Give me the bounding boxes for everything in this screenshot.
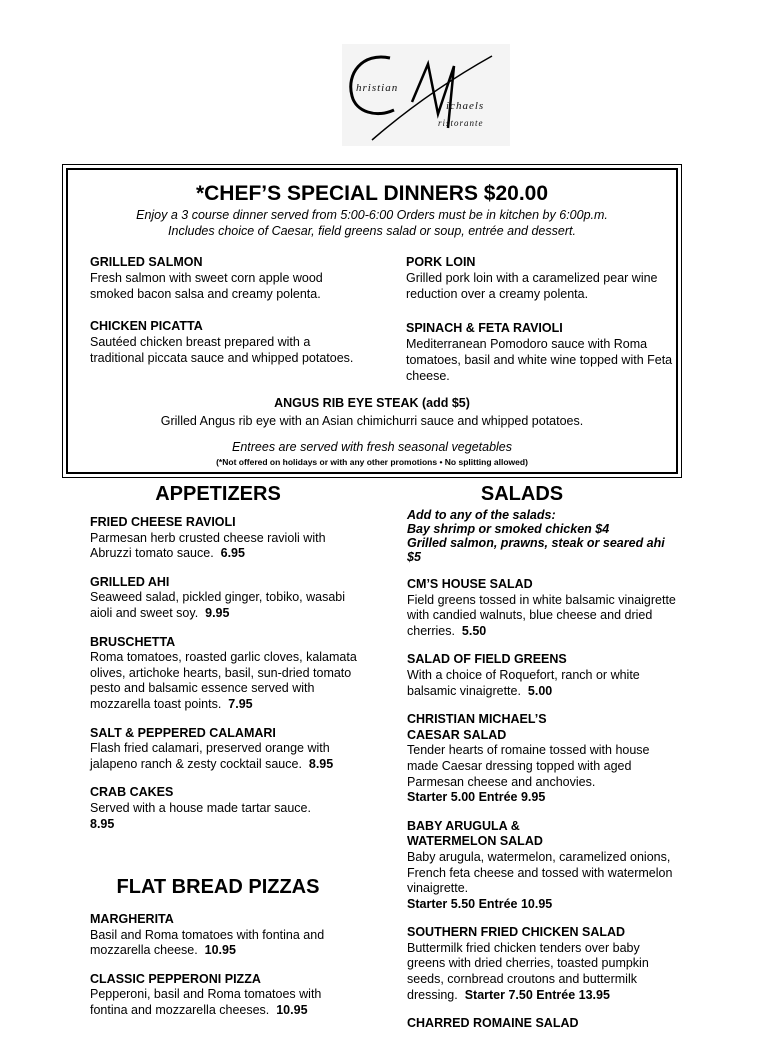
menu-item: [90, 972, 360, 1019]
special-item: [90, 254, 360, 302]
menu-item: [90, 912, 360, 959]
appetizers-list: [90, 515, 360, 845]
restaurant-logo: [342, 44, 510, 146]
menu-item-price: Starter 5.00 Entrée 9.95: [407, 790, 546, 805]
menu-item-name: FRIED CHEESE RAVIOLI: [90, 515, 236, 529]
menu-item-desc: With a choice of Roquefort, ranch or white balsamic vinaigrette.: [407, 667, 640, 698]
addon-line: Grilled salmon, prawns, steak or seared ahi $5: [407, 536, 665, 564]
menu-item: [407, 925, 679, 1003]
menu-item-name: SALAD OF FIELD GREENS: [407, 652, 567, 667]
salads-heading: SALADS: [480, 483, 564, 505]
menu-item: [407, 1016, 679, 1032]
special-item-name: CHICKEN PICATTA: [90, 319, 203, 333]
logo-line-1: hristian: [356, 82, 399, 94]
special-item-name: PORK LOIN: [406, 255, 476, 269]
special-disclaimer: (*Not offered on holidays or with any other promotions • No splitting allowed): [216, 457, 528, 467]
menu-item: [90, 575, 360, 622]
menu-item-name: BRUSCHETTA: [90, 634, 176, 649]
menu-item-name: BABY ARUGULA & WATERMELON SALAD: [407, 818, 543, 849]
menu-item-desc: Seaweed salad, pickled ginger, tobiko, wasabi aioli and sweet soy.: [90, 590, 346, 620]
menu-item-name: SALT & PEPPERED CALAMARI: [90, 725, 276, 740]
menu-item-price: 8.95: [90, 816, 115, 831]
menu-item-price: 5.50: [461, 623, 487, 638]
menu-item-desc: Buttermilk fried chicken tenders over baby greens with dried cherries, toasted pumpkin seeds, cornbread croutons and buttermilk dressing.: [407, 940, 649, 1002]
menu-item: [407, 652, 679, 699]
menu-item-desc: Pepperoni, basil and Roma tomatoes with fontina and mozzarella cheeses.: [90, 987, 322, 1017]
chefs-special-box: [62, 164, 682, 478]
menu-item-price: 7.95: [228, 696, 253, 711]
menu-item-name: CHRISTIAN MICHAEL’S CAESAR SALAD: [407, 712, 547, 742]
steak-desc: Grilled Angus rib eye with an Asian chimichurri sauce and whipped potatoes.: [160, 414, 584, 428]
menu-item-name: CRAB CAKES: [90, 785, 174, 800]
menu-item-price: Starter 5.50 Entrée 10.95: [407, 896, 553, 911]
special-item-desc: Mediterranean Pomodoro sauce with Roma tomatoes, basil and white wine topped with Feta cheese.: [406, 337, 673, 383]
special-item-desc: Fresh salmon with sweet corn apple wood smoked bacon salsa and creamy polenta.: [90, 271, 323, 301]
menu-item-desc: Roma tomatoes, roasted garlic cloves, kalamata olives, artichoke hearts, basil, sun-dried tomato pesto and balsamic essence served with mozzarella toast points.: [90, 650, 357, 711]
logo-line-2: ichaels: [446, 100, 485, 112]
special-footer: Entrees are served with fresh seasonal vegetables: [231, 440, 513, 454]
special-item: [406, 320, 676, 384]
menu-item-price: 9.95: [205, 605, 230, 620]
menu-item-name: SOUTHERN FRIED CHICKEN SALAD: [407, 925, 626, 940]
menu-item: [90, 635, 360, 713]
logo-swash-graphic: [342, 44, 510, 146]
steak-name: ANGUS RIB EYE STEAK (add $5): [274, 396, 470, 410]
special-item: [406, 254, 668, 302]
menu-item-price: 10.95: [276, 1002, 308, 1017]
menu-item-name: CLASSIC PEPPERONI PIZZA: [90, 971, 261, 986]
addon-line: Bay shrimp or smoked chicken $4: [407, 522, 610, 536]
menu-item-price: 10.95: [204, 943, 236, 958]
menu-item-desc: Flash fried calamari, preserved orange with jalapeno ranch & zesty cocktail sauce.: [90, 741, 330, 771]
menu-item-desc: Baby arugula, watermelon, caramelized onions, French feta cheese and tossed with watermelon vinaigrette.: [407, 849, 673, 896]
special-item-desc: Sautéed chicken breast prepared with a traditional piccata sauce and whipped potatoes.: [90, 335, 354, 365]
pizzas-heading: FLAT BREAD PIZZAS: [116, 876, 320, 898]
menu-item: [90, 785, 360, 832]
menu-item-desc: Parmesan herb crusted cheese ravioli with Abruzzi tomato sauce.: [90, 530, 326, 561]
menu-item: [90, 515, 360, 562]
special-item-name: SPINACH & FETA RAVIOLI: [406, 321, 563, 335]
menu-item: [407, 819, 679, 913]
salad-addons: [407, 508, 679, 564]
salads-list: [407, 508, 679, 1045]
menu-item-desc: Field greens tossed in white balsamic vinaigrette with candied walnuts, blue cheese and dried cherries.: [407, 592, 676, 638]
appetizers-heading: APPETIZERS: [155, 483, 281, 505]
special-item-name: GRILLED SALMON: [90, 255, 203, 269]
menu-item-name: MARGHERITA: [90, 912, 174, 926]
menu-item-desc: Basil and Roma tomatoes with fontina and mozzarella cheese.: [90, 927, 325, 958]
logo-line-3: ristorante: [438, 118, 484, 128]
addon-line: Add to any of the salads:: [407, 508, 556, 522]
special-subtitle-2: Includes choice of Caesar, field greens salad or soup, entrée and dessert.: [168, 224, 576, 238]
menu-item: [407, 712, 679, 806]
menu-item-desc: Tender hearts of romaine tossed with house made Caesar dressing topped with aged Parmesan cheese and anchovies.: [407, 743, 650, 789]
menu-item: [407, 577, 679, 639]
special-title: *CHEF’S SPECIAL DINNERS $20.00: [195, 182, 549, 205]
menu-item-price: Starter 7.50 Entrée 13.95: [464, 987, 610, 1002]
menu-item-name: GRILLED AHI: [90, 574, 170, 589]
menu-item: [90, 726, 360, 773]
chefs-special-inner-border: [66, 168, 678, 474]
special-item-desc: Grilled pork loin with a caramelized pear wine reduction over a creamy polenta.: [406, 271, 658, 301]
menu-item-price: 8.95: [308, 756, 334, 771]
menu-item-price: 5.00: [527, 683, 553, 698]
special-subtitle-1: Enjoy a 3 course dinner served from 5:00-6:00 Orders must be in kitchen by 6:00p.m.: [136, 208, 608, 222]
pizzas-list: [90, 912, 360, 1032]
menu-item-name: CM’S HOUSE SALAD: [407, 577, 533, 591]
menu-item-price: 6.95: [220, 546, 245, 561]
menu-item-name: CHARRED ROMAINE SALAD: [407, 1016, 579, 1031]
special-item: [90, 318, 360, 366]
menu-item-desc: Served with a house made tartar sauce.: [90, 800, 311, 815]
